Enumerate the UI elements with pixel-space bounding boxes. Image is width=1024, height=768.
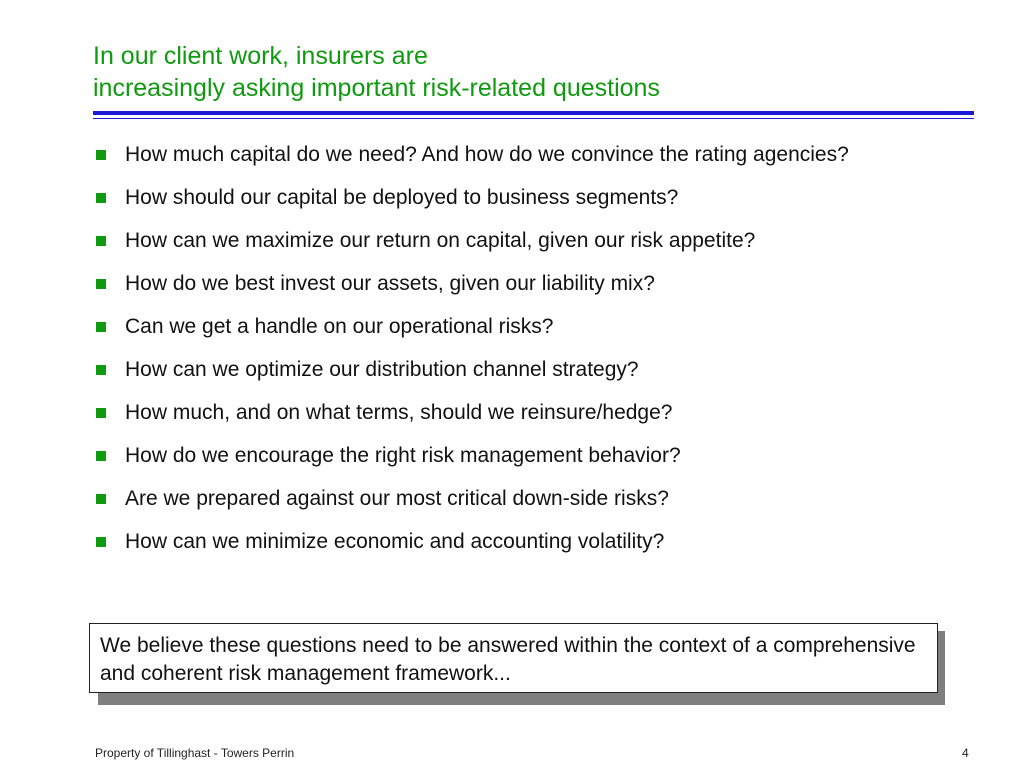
square-bullet-icon — [96, 279, 106, 289]
square-bullet-icon — [96, 494, 106, 504]
square-bullet-icon — [96, 193, 106, 203]
bullet-text: How much, and on what terms, should we reinsure/hedge? — [125, 401, 673, 424]
title-line-2: increasingly asking important risk-related questions — [93, 74, 660, 102]
list-item — [96, 141, 956, 169]
question-list — [96, 141, 956, 571]
bullet-text: How much capital do we need? And how do we convince the rating agencies? — [125, 143, 849, 166]
list-item — [96, 184, 956, 212]
square-bullet-icon — [96, 408, 106, 418]
slide-title — [93, 40, 973, 104]
title-line-1: In our client work, insurers are — [93, 42, 428, 70]
bullet-text: Are we prepared against our most critical down-side risks? — [125, 487, 669, 510]
bullet-text: Can we get a handle on our operational risks? — [125, 315, 554, 338]
bullet-text: How should our capital be deployed to business segments? — [125, 186, 679, 209]
title-rule-thick — [93, 111, 974, 115]
callout-text: We believe these questions need to be answered within the context of a comprehensive and coherent risk management framework... — [100, 634, 916, 685]
bullet-text: How can we maximize our return on capital, given our risk appetite? — [125, 229, 756, 252]
bullet-text: How do we encourage the right risk management behavior? — [125, 444, 681, 467]
square-bullet-icon — [96, 150, 106, 160]
list-item — [96, 270, 956, 298]
list-item — [96, 528, 956, 556]
page-number: 4 — [962, 746, 969, 760]
list-item — [96, 399, 956, 427]
bullet-text: How can we optimize our distribution channel strategy? — [125, 358, 639, 381]
list-item — [96, 313, 956, 341]
square-bullet-icon — [96, 365, 106, 375]
list-item — [96, 227, 956, 255]
bullet-text: How do we best invest our assets, given our liability mix? — [125, 272, 655, 295]
list-item — [96, 442, 956, 470]
square-bullet-icon — [96, 236, 106, 246]
square-bullet-icon — [96, 537, 106, 547]
square-bullet-icon — [96, 322, 106, 332]
list-item — [96, 485, 956, 513]
footer-property-text: Property of Tillinghast - Towers Perrin — [95, 746, 295, 760]
title-rule-thin — [93, 118, 974, 119]
list-item — [96, 356, 956, 384]
callout-box — [89, 623, 938, 693]
bullet-text: How can we minimize economic and accounting volatility? — [125, 530, 665, 553]
square-bullet-icon — [96, 451, 106, 461]
